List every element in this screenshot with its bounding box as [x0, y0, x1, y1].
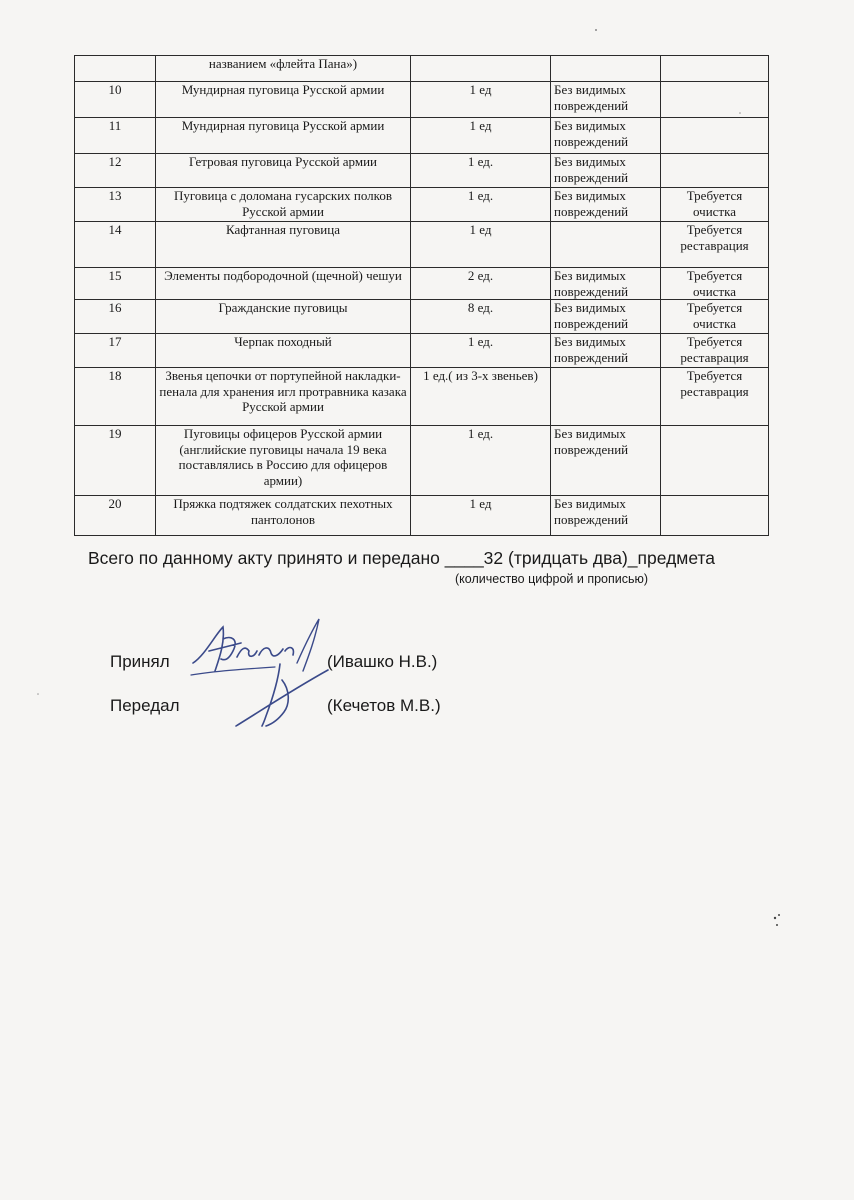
signature-transferred-handwriting — [232, 660, 342, 732]
row-number: 20 — [75, 496, 156, 536]
item-condition: Без видимых повреждений — [551, 82, 661, 118]
item-note: Требуется очистка — [661, 188, 769, 222]
inventory-table — [74, 55, 769, 536]
item-note: Требуется реставрация — [661, 368, 769, 426]
item-note — [661, 118, 769, 154]
item-note — [661, 82, 769, 118]
table-row — [75, 426, 769, 496]
item-name: Черпак походный — [156, 334, 411, 368]
item-note — [661, 56, 769, 82]
item-quantity: 1 ед. — [411, 334, 551, 368]
received-label: Принял — [110, 652, 170, 671]
item-quantity: 1 ед. — [411, 188, 551, 222]
table-row — [75, 118, 769, 154]
table-row — [75, 222, 769, 268]
item-name: названием «флейта Пана») — [156, 56, 411, 82]
table-row — [75, 154, 769, 188]
row-number: 10 — [75, 82, 156, 118]
item-name: Мундирная пуговица Русской армии — [156, 82, 411, 118]
item-quantity: 1 ед — [411, 82, 551, 118]
transferred-name: (Кечетов М.В.) — [327, 696, 441, 715]
table-row — [75, 268, 769, 300]
item-condition: Без видимых повреждений — [551, 188, 661, 222]
row-number: 12 — [75, 154, 156, 188]
row-number: 14 — [75, 222, 156, 268]
table-row — [75, 496, 769, 536]
total-summary: Всего по данному акту принято и передано ____32 (тридцать два)_предмета — [88, 548, 716, 568]
total-hint: (количество цифрой и прописью) — [455, 572, 649, 586]
row-number: 19 — [75, 426, 156, 496]
item-quantity: 1 ед. — [411, 154, 551, 188]
item-name: Пуговицы офицеров Русской армии (английские пуговицы начала 19 века поставлялись в Россию для офицеров армии) — [156, 426, 411, 496]
item-note: Требуется очистка — [661, 268, 769, 300]
table-row — [75, 82, 769, 118]
item-note — [661, 496, 769, 536]
item-quantity: 1 ед. — [411, 426, 551, 496]
row-number: 11 — [75, 118, 156, 154]
item-quantity: 2 ед. — [411, 268, 551, 300]
table-row — [75, 56, 769, 82]
row-number: 15 — [75, 268, 156, 300]
item-condition: Без видимых повреждений — [551, 118, 661, 154]
item-name: Гетровая пуговица Русской армии — [156, 154, 411, 188]
item-condition: Без видимых повреждений — [551, 334, 661, 368]
item-quantity: 1 ед — [411, 222, 551, 268]
item-condition: Без видимых повреждений — [551, 154, 661, 188]
item-note: Требуется очистка — [661, 300, 769, 334]
item-note — [661, 154, 769, 188]
item-quantity: 1 ед — [411, 118, 551, 154]
row-number: 13 — [75, 188, 156, 222]
row-number: 18 — [75, 368, 156, 426]
item-note — [661, 426, 769, 496]
item-name: Пряжка подтяжек солдатских пехотных пантолонов — [156, 496, 411, 536]
row-number: 16 — [75, 300, 156, 334]
table-row — [75, 368, 769, 426]
item-quantity: 1 ед.( из 3-х звеньев) — [411, 368, 551, 426]
item-condition — [551, 222, 661, 268]
item-name: Звенья цепочки от портупейной накладки-пенала для хранения игл протравника казака Русской армии — [156, 368, 411, 426]
row-number: 17 — [75, 334, 156, 368]
item-name: Гражданские пуговицы — [156, 300, 411, 334]
row-number — [75, 56, 156, 82]
received-name: (Ивашко Н.В.) — [327, 652, 438, 671]
table-row — [75, 300, 769, 334]
item-quantity: 8 ед. — [411, 300, 551, 334]
item-name: Мундирная пуговица Русской армии — [156, 118, 411, 154]
item-condition: Без видимых повреждений — [551, 300, 661, 334]
item-name: Кафтанная пуговица — [156, 222, 411, 268]
item-quantity: 1 ед — [411, 496, 551, 536]
item-condition: Без видимых повреждений — [551, 426, 661, 496]
transferred-label: Передал — [110, 696, 180, 715]
item-name: Элементы подбородочной (щечной) чешуи — [156, 268, 411, 300]
item-condition: Без видимых повреждений — [551, 496, 661, 536]
item-note: Требуется реставрация — [661, 222, 769, 268]
table-row — [75, 334, 769, 368]
item-note: Требуется реставрация — [661, 334, 769, 368]
item-quantity — [411, 56, 551, 82]
item-condition: Без видимых повреждений — [551, 268, 661, 300]
item-name: Пуговица с доломана гусарских полков Русской армии — [156, 188, 411, 222]
item-condition — [551, 56, 661, 82]
item-condition — [551, 368, 661, 426]
table-row — [75, 188, 769, 222]
